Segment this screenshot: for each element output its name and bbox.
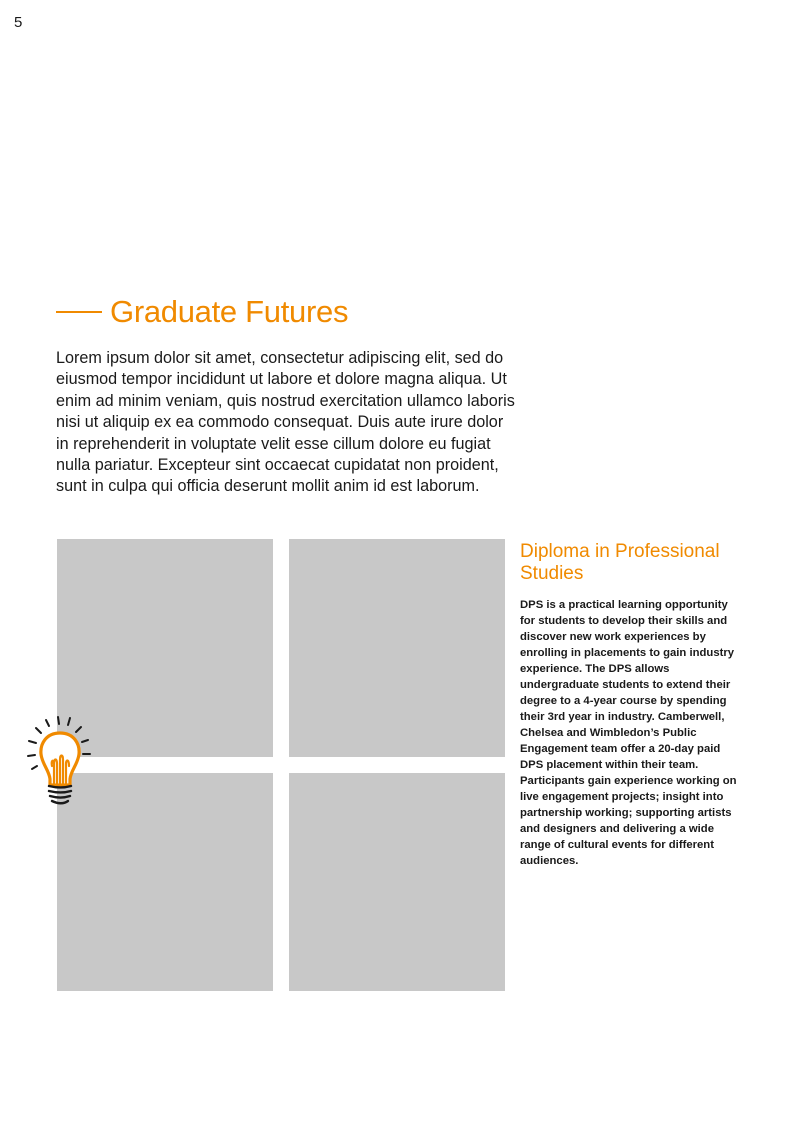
image-placeholder: [289, 539, 505, 757]
page-number: 5: [14, 14, 23, 31]
sidebar-body: DPS is a practical learning opportunity for students to develop their skills and discover new work experiences by enrolling in placements to gain industry experience. The DPS allows undergraduate students to extend their degree to a 4-year course by spending their 3rd year in industry. Camberwell, Chelsea and Wimbledon’s Public Engagement team offer a 20-day paid DPS placement within their team. Participants gain experience working on live engagement projects; insight into partnership working; supporting artists and designers and delivering a wide range of cultural events for different audiences.: [520, 599, 737, 867]
sidebar-title: Diploma in Professional Studies: [520, 541, 720, 584]
section-heading: [56, 294, 348, 330]
title-rule: [56, 311, 102, 313]
image-placeholder: [289, 773, 505, 991]
lightbulb-icon: [24, 714, 96, 814]
page-title: Graduate Futures: [110, 294, 349, 329]
intro-paragraph: Lorem ipsum dolor sit amet, consectetur adipiscing elit, sed do eiusmod tempor incididunt ut labore et dolore magna aliqua. Ut enim ad minim veniam, quis nostrud exercitation ullamco laboris nisi ut aliquip ex ea commodo consequat. Duis aute irure dolor in reprehenderit in voluptate velit esse cillum dolore eu fugiat nulla pariatur. Excepteur sint occaecat cupidatat non proident, sunt in culpa qui officia deserunt mollit anim id est laborum.: [56, 349, 515, 496]
